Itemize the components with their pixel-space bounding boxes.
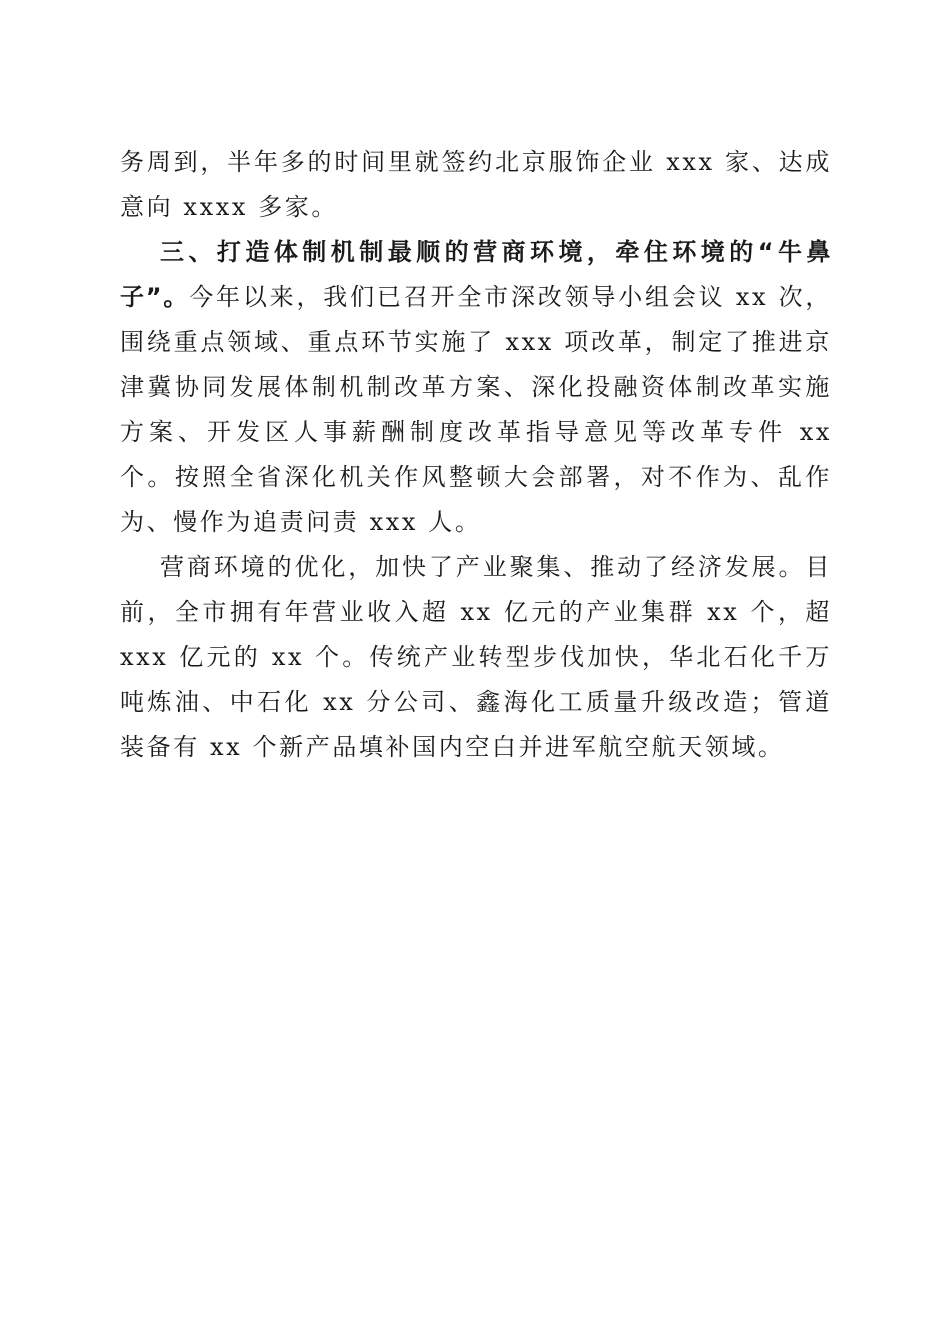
paragraph-continuation <box>120 140 832 230</box>
paragraph-text: 务周到，半年多的时间里就签约北京服饰企业 xxx 家、达成意向 xxxx 多家。 <box>120 148 832 221</box>
paragraph-text: 营商环境的优化，加快了产业聚集、推动了经济发展。目前，全市拥有年营业收入超 xx 亿元的产业集群 xx 个，超 xxx 亿元的 xx 个。传统产业转型步伐加快，华北石化千万吨炼油、中石化 xx 分公司、鑫海化工质量升级改造；管道装备有 xx 个新产品填补国内空白并进军航空航天领域。 <box>120 553 832 761</box>
section-heading: 三、打造体制机制最顺的营商环境，牵住环境的“牛鼻子”。 <box>120 238 832 311</box>
document-body <box>120 140 832 770</box>
paragraph-text: 今年以来，我们已召开全市深改领导小组会议 xx 次，围绕重点领域、重点环节实施了 xxx 项改革，制定了推进京津冀协同发展体制机制改革方案、深化投融资体制改革实施方案、开发区人事薪酬制度改革指导意见等改革专件 xx 个。按照全省深化机关作风整顿大会部署，对不作为、乱作为、慢作为追责问责 xxx 人。 <box>120 283 832 536</box>
paragraph-section-three <box>120 230 832 545</box>
paragraph-business-environment <box>120 545 832 770</box>
